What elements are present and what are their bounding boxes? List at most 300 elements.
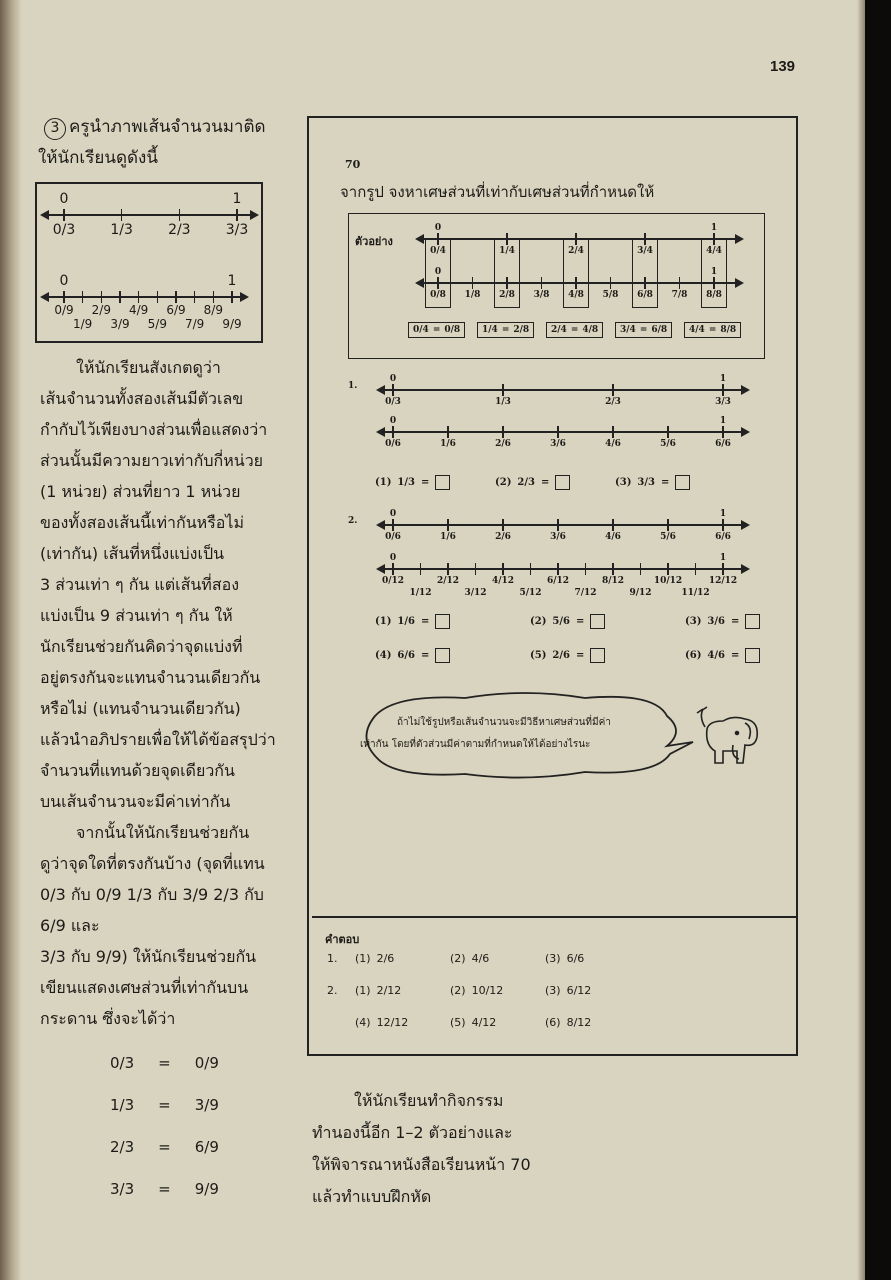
tick-label: 0/6 [385,439,401,449]
paragraph-line: ให้นักเรียนสังเกตดูว่า [76,358,221,377]
question-number: (1) [375,616,392,627]
matching-points-text [40,879,290,1034]
tick-label: 3/4 [637,246,653,256]
tick-mark [695,563,697,575]
fraction: 8/8 [720,325,737,335]
tick-label: 5/9 [147,317,167,331]
tick-label: 4/4 [706,246,722,256]
tick-mark [557,426,559,438]
question-number: (2) [495,477,512,488]
endpoint-label: 0 [389,553,397,563]
equals-sign: = [421,650,430,661]
tick-label: 5/12 [519,588,542,598]
fraction: 1/3 [397,477,415,488]
endpoint-label: 1 [719,553,727,563]
tick-mark [475,563,477,575]
fraction: 3/9 [182,885,209,904]
tick-label: 6/6 [715,532,731,542]
tick-mark [612,384,614,396]
tick-label: 7/12 [574,588,597,598]
answer-number: (3) [545,984,561,997]
fraction: 6/8 [651,325,668,335]
answer-box[interactable] [745,648,760,663]
tick-mark [194,291,196,303]
tick-mark [644,277,646,289]
tick-mark [667,426,669,438]
tick-mark [506,277,508,289]
tick-mark [502,519,504,531]
question-number: (6) [685,650,702,661]
endpoint-label: 0 [434,223,442,233]
tick-label: 7/8 [671,290,688,300]
answer-item [355,984,401,997]
fraction: 2/4 [551,325,567,335]
problem-1 [340,375,780,505]
and-word: และ [70,916,100,935]
paragraph-line: หรือไม่ (แทนจำนวนเดียวกัน) [40,699,241,718]
equation-row [110,1084,290,1126]
answer-key [325,928,795,1048]
equality-box [546,322,603,338]
tick-label: 4/12 [491,576,515,586]
equals-sign: = [639,325,648,335]
paragraph-line: ทำนองนี้อีก 1–2 ตัวอย่างและ [312,1123,513,1142]
fraction: 0/9 [194,1054,219,1072]
tick-label: 1/8 [464,290,481,300]
tick-label: 6/8 [637,290,653,300]
answer-box[interactable] [590,648,605,663]
tick-label: 0/3 [385,397,401,407]
tick-mark [722,384,724,396]
equals-sign: = [570,325,579,335]
fraction: 6/9 [40,916,66,935]
tick-label: 2/6 [495,532,511,542]
tick-label: 0/3 [52,222,76,238]
fraction: 3/3 [110,1180,135,1198]
tick-label: 4/9 [129,303,149,317]
tick-mark [506,233,508,245]
equals-sign: = [158,1138,171,1156]
tick-label: 0/12 [381,576,405,586]
tick-mark [447,426,449,438]
fraction: 9/9 [95,947,122,966]
equation-row [110,1168,290,1210]
tick-mark [472,277,474,289]
equality-box [408,322,465,338]
answer-number: (1) [355,984,371,997]
tick-label: 4/6 [605,532,621,542]
tick-mark [679,277,681,289]
tick-label: 6/6 [715,439,731,449]
paragraph-line: จากนั้นให้นักเรียนช่วยกัน [76,823,250,842]
tick-mark [722,426,724,438]
problem-number: 2. [348,516,358,526]
number-line [378,524,748,526]
question [495,475,570,490]
exercise-title: จากรูป จงหาเศษส่วนที่เท่ากับเศษส่วนที่กำหนดให้ [340,183,655,201]
instruction-paragraph [40,352,290,879]
tick-mark [557,519,559,531]
fraction: 6/6 [566,952,585,965]
tick-mark [667,563,669,575]
answer-box[interactable] [435,475,450,490]
tick-mark [63,291,65,303]
answer-box[interactable] [675,475,690,490]
tick-mark [713,233,715,245]
fraction: 3/6 [707,616,725,627]
answer-divider [312,916,798,918]
tick-mark [82,291,84,303]
tick-label: 7/9 [185,317,205,331]
equals-sign: = [158,1054,171,1072]
paragraph-line: กระดาน ซึ่งจะได้ว่า [40,1009,176,1028]
number-line [417,282,742,284]
question [375,475,450,490]
tick-label: 3/8 [533,290,550,300]
fraction: 1/3 [110,1096,135,1114]
fraction: 3/4 [620,325,636,335]
paragraph-line: ให้นักเรียนทำกิจกรรม [354,1091,504,1110]
tick-mark [585,563,587,575]
tick-mark [644,233,646,245]
activity-instruction [312,1085,612,1213]
endpoint-label: 0 [59,273,69,289]
question [530,614,605,629]
answer-item [450,984,503,997]
equation-row [110,1042,290,1084]
fraction: 12/12 [376,1016,409,1029]
tick-mark [119,291,121,303]
endpoint-label: 1 [719,509,727,519]
equals-sign: = [501,325,510,335]
fraction: 6/12 [566,984,592,997]
number-line [42,296,247,298]
tick-mark [612,426,614,438]
fraction: 6/9 [194,1138,219,1156]
equals-sign: = [708,325,717,335]
bubble-line-2: เท่ากัน โดยที่ตัวส่วนมีค่าตามที่กำหนดให้ได้อย่างไรนะ [360,739,591,750]
fraction: 2/3 [517,477,535,488]
tick-label: 2/12 [436,576,460,586]
fraction: 6/6 [397,650,415,661]
question-number: (2) [530,616,547,627]
endpoint-label: 1 [719,374,727,384]
answer-number: (6) [545,1016,561,1029]
endpoint-label: 0 [389,374,397,384]
paragraph-line: อยู่ตรงกันจะแทนจำนวนเดียวกัน [40,668,261,687]
answer-item [545,984,591,997]
tick-mark [612,519,614,531]
number-line [42,214,257,216]
equals-sign: = [576,616,585,627]
tick-mark [213,291,215,303]
heading-line-2: ให้นักเรียนดูดังนี้ [38,148,158,168]
fraction: 2/3 [110,1138,135,1156]
endpoint-label: 0 [59,191,69,207]
page-edge-shadow [857,0,865,1280]
tick-mark [121,209,123,221]
answer-box[interactable] [590,614,605,629]
endpoint-label: 0 [389,509,397,519]
bubble-line-1: ถ้าไม่ใช้รูปหรือเส้นจำนวนจะมีวิธีหาเศษส่วนที่มีค่า [397,717,611,728]
answer-box[interactable] [745,614,760,629]
question-number: (1) [375,477,392,488]
tick-label: 3/3 [225,222,249,238]
tick-mark [447,563,449,575]
question [685,648,760,663]
tick-mark [101,291,103,303]
equals-sign: = [432,325,441,335]
example-label: ตัวอย่าง [355,235,393,248]
equals-sign: = [158,1096,171,1114]
elephant-icon [693,705,763,769]
equivalence-list [110,1042,290,1210]
tick-mark [612,563,614,575]
number-line-figure [35,182,263,343]
fraction: 0/4 [413,325,429,335]
paragraph-line: ให้พิจารณาหนังสือเรียนหน้า 70 [312,1155,531,1174]
answer-item [355,1016,408,1029]
problem-2 [340,510,780,680]
equality-box [615,322,672,338]
question-number: (3) [685,616,702,627]
tick-label: 3/9 [110,317,130,331]
fraction: 2/12 [376,984,402,997]
tick-label: 0/8 [430,290,446,300]
equals-sign: = [158,1180,171,1198]
paragraph-line: 3 ส่วนเท่า ๆ กัน แต่เส้นที่สอง [40,575,240,594]
tick-mark [63,209,65,221]
answer-box[interactable] [435,648,450,663]
tick-mark [392,384,394,396]
tick-label: 3/3 [715,397,731,407]
tick-mark [722,519,724,531]
fraction: 0/3 [40,885,66,904]
tick-mark [392,563,394,575]
problem-number: 1. [348,381,358,391]
tick-label: 3/6 [550,532,566,542]
answer-number: (1) [355,952,371,965]
book-spine-shadow [0,0,22,1280]
paragraph-line: แล้วนำอภิปรายเพื่อให้ได้ข้อสรุปว่า [40,730,276,749]
tick-mark [575,233,577,245]
tick-mark [610,277,612,289]
tick-label: 11/12 [681,588,710,598]
number-line [378,389,748,391]
fraction: 0/9 [95,885,122,904]
answer-number: (2) [450,952,466,965]
fraction: 4/12 [471,1016,497,1029]
tick-label: 8/12 [601,576,625,586]
tick-label: 6/9 [166,303,186,317]
tick-mark [502,384,504,396]
word: กับ [244,885,264,904]
endpoint-label: 1 [710,267,718,277]
answer-number: (3) [545,952,561,965]
tick-mark [713,277,715,289]
answer-item [450,952,489,965]
paragraph-line: เส้นจำนวนทั้งสองเส้นมีตัวเลข [40,389,244,408]
number-line [378,568,748,570]
tick-mark [722,563,724,575]
question-number: (5) [530,650,547,661]
fraction: 2/6 [376,952,395,965]
answer-number: (5) [450,1016,466,1029]
step-heading [44,112,266,143]
endpoint-label: 1 [719,416,727,426]
tick-mark [640,563,642,575]
paragraph-line: ของทั้งสองเส้นนี้เท่ากันหรือไม่ [40,513,244,532]
tick-mark [420,563,422,575]
equals-sign: = [541,477,550,488]
answer-number: (2) [450,984,466,997]
tick-label: 10/12 [653,576,683,586]
tick-label: 1/9 [73,317,93,331]
fraction: 2/8 [513,325,530,335]
answer-box[interactable] [435,614,450,629]
example-box [348,213,765,359]
fraction: 4/6 [707,650,725,661]
tick-label: 3/6 [550,439,566,449]
step-number-badge: 3 [44,118,66,140]
tick-mark [437,233,439,245]
tick-mark [179,209,181,221]
tick-label: 5/8 [602,290,619,300]
equals-sign: = [731,616,740,627]
answer-item [545,1016,591,1029]
fraction: 1/3 [126,885,153,904]
tick-label: 2/6 [495,439,511,449]
tick-label: 9/12 [629,588,652,598]
tick-label: 1/12 [409,588,432,598]
tick-mark [575,277,577,289]
fraction: 8/12 [566,1016,592,1029]
answer-item [545,952,584,965]
fraction: 0/3 [110,1054,135,1072]
fraction: 5/6 [552,616,570,627]
tick-label: 1/4 [499,246,515,256]
fraction: 3/3 [40,947,66,966]
pairs-row [40,941,290,972]
question [375,648,450,663]
fraction: 0/8 [444,325,461,335]
tick-mark [236,209,238,221]
endpoint-label: 1 [227,273,237,289]
paragraph-line: นักเรียนช่วยกันคิดว่าจุดแบ่งที่ [40,637,243,656]
page-number: 139 [770,58,796,75]
tick-label: 8/9 [203,303,223,317]
fraction: 2/3 [213,885,239,904]
heading-line-1: ครูนำภาพเส้นจำนวนมาติด [69,117,266,137]
equality-box [477,322,534,338]
tick-label: 4/8 [568,290,584,300]
fraction: 3/3 [637,477,655,488]
tick-mark [447,519,449,531]
question [530,648,605,663]
paragraph-line: (1 หน่วย) ส่วนที่ยาว 1 หน่วย [40,482,241,501]
tick-label: 5/6 [660,439,676,449]
answer-box[interactable] [555,475,570,490]
answer-row-label: 2. [327,984,338,997]
endpoint-label: 0 [434,267,442,277]
tick-mark [157,291,159,303]
tick-label: 2/3 [168,222,191,238]
tick-label: 1/6 [440,532,456,542]
question-number: (4) [375,650,392,661]
paragraph-line: กำกับไว้เพียงบางส่วนเพื่อแสดงว่า [40,420,268,439]
question [685,614,760,629]
bubble-text [355,712,675,756]
tick-mark [392,426,394,438]
tick-label: 2/8 [499,290,515,300]
tick-mark [231,291,233,303]
fraction: 2/6 [552,650,570,661]
endpoint-label: 1 [710,223,718,233]
word: กับ [70,885,91,904]
number-line [378,431,748,433]
fraction: 1/6 [397,616,415,627]
tick-mark [530,563,532,575]
tick-label: 2/9 [91,303,111,317]
tick-mark [502,563,504,575]
fraction: 9/9 [194,1180,219,1198]
question [375,614,450,629]
equals-sign: = [731,650,740,661]
answer-number: (4) [355,1016,371,1029]
tick-label: 4/6 [605,439,621,449]
question-number: (3) [615,477,632,488]
paragraph-line: เขียนแสดงเศษส่วนที่เท่ากันบน [40,978,249,997]
fraction: 4/8 [582,325,599,335]
paragraph-line: บนเส้นจำนวนจะมีค่าเท่ากัน [40,792,231,811]
paragraph-line: ดูว่าจุดใดที่ตรงกันบ้าง (จุดที่แทน [40,854,265,873]
tick-label: 9/9 [222,317,242,331]
equation-row [110,1126,290,1168]
equals-sign: = [421,477,430,488]
tick-label: 2/4 [568,246,584,256]
fraction: 1/4 [482,325,498,335]
tick-mark [557,563,559,575]
left-column-text [40,352,290,1210]
number-line [417,238,742,240]
question [615,475,690,490]
tick-label: 1/6 [440,439,456,449]
word: กับ [70,947,91,966]
answer-item [450,1016,496,1029]
tick-label: 0/4 [430,246,446,256]
tick-label: 6/12 [546,576,570,586]
fraction: 3/9 [194,1096,219,1114]
endpoint-label: 0 [389,416,397,426]
pairs-row [40,879,290,941]
tick-label: 5/6 [660,532,676,542]
tick-mark [437,277,439,289]
tick-mark [502,426,504,438]
tick-mark [541,277,543,289]
equality-box [684,322,741,338]
equals-sign: = [661,477,670,488]
tick-label: 0/9 [54,303,74,317]
paragraph-line: แล้วทำแบบฝึกหัด [312,1187,432,1206]
fraction: 4/4 [689,325,705,335]
tick-label: 8/8 [706,290,722,300]
equals-sign: = [421,616,430,627]
word: ) ให้นักเรียนช่วยกัน [121,947,257,966]
tick-label: 12/12 [708,576,738,586]
equals-sign: = [576,650,585,661]
tick-mark [138,291,140,303]
tick-mark [667,519,669,531]
